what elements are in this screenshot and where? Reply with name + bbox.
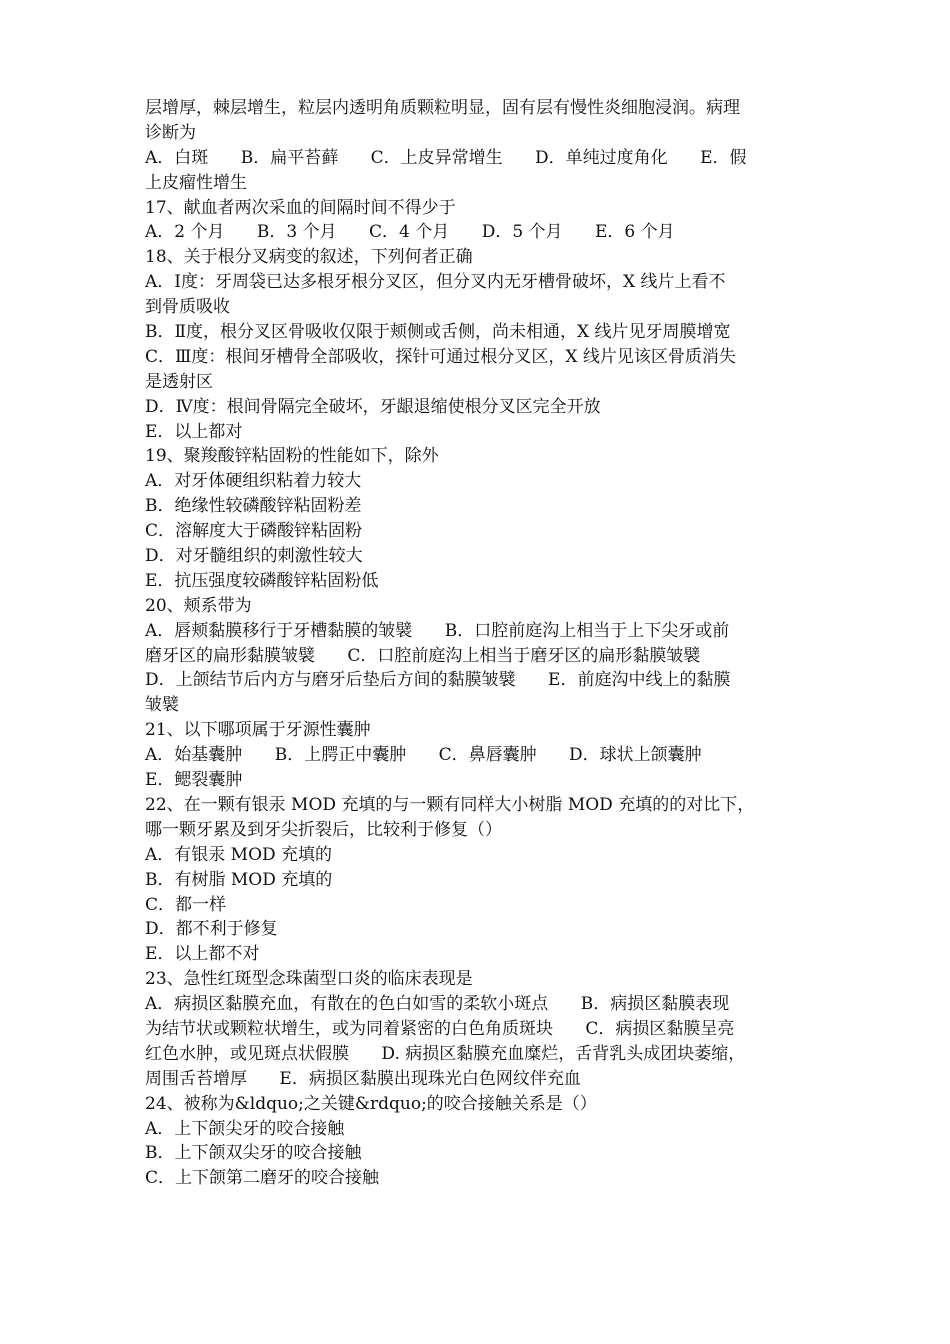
answer-option: D．对牙髓组织的刺激性较大 xyxy=(145,546,363,567)
question-18: 18、关于根分叉病变的叙述，下列何者正确 xyxy=(145,247,473,268)
text-line: 是透射区 xyxy=(145,371,213,392)
answer-options: 周围舌苔增厚 E．病损区黏膜出现珠光白色网纹伴充血 xyxy=(145,1068,581,1089)
text-line: 层增厚，棘层增生，粒层内透明角质颗粒明显，固有层有慢性炎细胞浸润。病理 xyxy=(145,98,740,118)
text-line: 哪一颗牙累及到牙尖折裂后，比较利于修复（） xyxy=(145,819,502,840)
answer-options: A．2 个月 B．3 个月 C．4 个月 D．5 个月 E．6 个月 xyxy=(145,222,675,243)
answer-option: D．都不利于修复 xyxy=(145,919,278,940)
answer-option: E．以上都对 xyxy=(145,421,243,442)
answer-options: A．病损区黏膜充血，有散在的色白如雪的柔软小斑点 B．病损区黏膜表现 xyxy=(145,994,730,1015)
question-23: 23、急性红斑型念珠菌型口炎的临床表现是 xyxy=(145,969,473,990)
text-line: 到骨质吸收 xyxy=(145,297,230,318)
answer-option: C．溶解度大于磷酸锌粘固粉 xyxy=(145,521,363,542)
question-21: 21、以下哪项属于牙源性囊肿 xyxy=(145,720,371,741)
answer-option: E．抗压强度较磷酸锌粘固粉低 xyxy=(145,570,379,591)
document-body xyxy=(145,96,815,1191)
answer-option: A．对牙体硬组织粘着力较大 xyxy=(145,471,362,492)
question-20: 20、颊系带为 xyxy=(145,595,252,616)
answer-options: A．白斑 B．扁平苔藓 C．上皮异常增生 D．单纯过度角化 E．假 xyxy=(145,147,747,168)
text-line: 皱襞 xyxy=(145,695,179,716)
answer-option: B．有树脂 MOD 充填的 xyxy=(145,869,333,890)
answer-option: C．上下颌第二磨牙的咬合接触 xyxy=(145,1168,380,1189)
question-19: 19、聚羧酸锌粘固粉的性能如下，除外 xyxy=(145,446,439,467)
text-line: 红色水肿，或见斑点状假膜 D. 病损区黏膜充血糜烂，舌背乳头成团块萎缩， xyxy=(145,1043,746,1064)
text-line: 磨牙区的扁形黏膜皱襞 C．口腔前庭沟上相当于磨牙区的扁形黏膜皱襞 xyxy=(145,645,701,666)
question-17: 17、献血者两次采血的间隔时间不得少于 xyxy=(145,197,456,218)
answer-options: D．上颌结节后内方与磨牙后垫后方间的黏膜皱襞 E．前庭沟中线上的黏膜 xyxy=(145,670,731,691)
answer-option: A．有银汞 MOD 充填的 xyxy=(145,844,333,865)
answer-option: B．上下颌双尖牙的咬合接触 xyxy=(145,1143,362,1164)
answer-option: D．Ⅳ度：根间骨隔完全破坏，牙龈退缩使根分叉区完全开放 xyxy=(145,396,601,417)
question-22: 22、在一颗有银汞 MOD 充填的与一颗有同样大小树脂 MOD 充填的的对比下， xyxy=(145,794,755,815)
answer-options: A．始基囊肿 B．上腭正中囊肿 C．鼻唇囊肿 D．球状上颌囊肿 xyxy=(145,745,702,766)
answer-option: B．Ⅱ度，根分叉区骨吸收仅限于颊侧或舌侧，尚未相通，X 线片见牙周膜增宽 xyxy=(145,322,731,343)
answer-option: E．鳃裂囊肿 xyxy=(145,770,243,791)
answer-option: A．上下颌尖牙的咬合接触 xyxy=(145,1118,345,1139)
answer-option: A．Ⅰ度：牙周袋已达多根牙根分叉区，但分叉内无牙槽骨破坏，X 线片上看不 xyxy=(145,272,726,293)
answer-option: C．都一样 xyxy=(145,894,227,915)
answer-option: C．Ⅲ度：根间牙槽骨全部吸收，探针可通过根分叉区，X 线片见该区骨质消失 xyxy=(145,346,736,367)
text-line: 上皮瘤性增生 xyxy=(145,172,247,193)
answer-option: E．以上都不对 xyxy=(145,944,260,965)
answer-option: B．绝缘性较磷酸锌粘固粉差 xyxy=(145,496,362,517)
text-line: 诊断为 xyxy=(145,122,196,143)
question-24: 24、被称为&ldquo;之关键&rdquo;的咬合接触关系是（） xyxy=(145,1093,597,1114)
answer-options: A．唇颊黏膜移行于牙槽黏膜的皱襞 B．口腔前庭沟上相当于上下尖牙或前 xyxy=(145,620,730,641)
text-line: 为结节状或颗粒状增生，或为同着紧密的白色角质斑块 C．病损区黏膜呈亮 xyxy=(145,1018,735,1039)
